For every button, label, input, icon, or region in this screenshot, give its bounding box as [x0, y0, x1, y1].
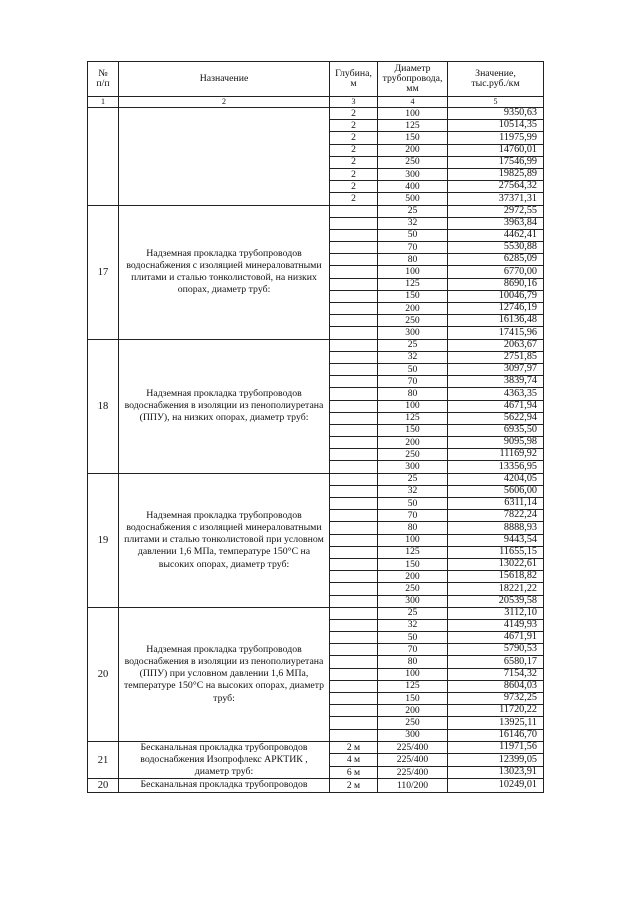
value-cell: 2751,85 — [448, 351, 544, 363]
depth-cell — [330, 315, 378, 327]
diameter-cell: 70 — [378, 510, 448, 522]
item-description: Надземная прокладка трубопроводов водоснабжения в изоляции из пенополиуретана (ППУ), на низких опорах, диаметр труб: — [119, 339, 330, 473]
diameter-cell: 300 — [378, 168, 448, 180]
value-cell: 5606,00 — [448, 485, 544, 497]
diameter-cell: 250 — [378, 156, 448, 168]
depth-cell — [330, 339, 378, 351]
diameter-cell: 300 — [378, 729, 448, 741]
diameter-cell: 200 — [378, 303, 448, 315]
diameter-cell: 25 — [378, 473, 448, 485]
value-cell: 3963,84 — [448, 217, 544, 229]
value-cell: 5530,88 — [448, 242, 544, 254]
depth-cell — [330, 327, 378, 339]
value-cell: 10514,35 — [448, 120, 544, 132]
depth-cell: 2 — [330, 120, 378, 132]
depth-cell — [330, 619, 378, 631]
value-cell: 7154,32 — [448, 668, 544, 680]
value-cell: 16136,48 — [448, 315, 544, 327]
diameter-cell: 125 — [378, 680, 448, 692]
diameter-cell: 100 — [378, 400, 448, 412]
diameter-cell: 250 — [378, 449, 448, 461]
diameter-cell: 70 — [378, 242, 448, 254]
price-table-body — [88, 62, 544, 793]
depth-cell — [330, 424, 378, 436]
item-description: Надземная прокладка трубопроводов водоснабжения с изоляцией минераловатными плитами и сталью тонколистовой, на низких опорах, диаметр труб: — [119, 205, 330, 339]
depth-cell — [330, 205, 378, 217]
depth-cell: 2 — [330, 168, 378, 180]
depth-cell — [330, 351, 378, 363]
depth-cell — [330, 717, 378, 729]
table-row — [88, 473, 544, 485]
value-cell: 7822,24 — [448, 510, 544, 522]
value-cell: 19825,89 — [448, 168, 544, 180]
depth-cell — [330, 229, 378, 241]
depth-cell — [330, 376, 378, 388]
depth-cell — [330, 217, 378, 229]
value-cell: 6285,09 — [448, 254, 544, 266]
diameter-cell: 150 — [378, 132, 448, 144]
table-row — [88, 779, 544, 792]
value-cell: 2063,67 — [448, 339, 544, 351]
value-cell: 11971,56 — [448, 741, 544, 754]
depth-cell — [330, 693, 378, 705]
value-cell: 37371,31 — [448, 193, 544, 205]
depth-cell — [330, 266, 378, 278]
depth-cell: 2 м — [330, 779, 378, 792]
item-description: Бесканальная прокладка трубопроводов — [119, 779, 330, 792]
value-cell: 6935,50 — [448, 424, 544, 436]
value-cell: 13356,95 — [448, 461, 544, 473]
diameter-cell: 80 — [378, 388, 448, 400]
depth-cell — [330, 290, 378, 302]
depth-cell — [330, 242, 378, 254]
value-cell: 2972,55 — [448, 205, 544, 217]
diameter-cell: 50 — [378, 498, 448, 510]
diameter-cell: 100 — [378, 534, 448, 546]
diameter-cell: 250 — [378, 315, 448, 327]
header-value: Значение, тыс.руб./км — [448, 62, 544, 97]
value-cell: 3112,10 — [448, 607, 544, 619]
value-cell: 14760,01 — [448, 144, 544, 156]
depth-cell — [330, 388, 378, 400]
depth-cell — [330, 485, 378, 497]
column-index: 5 — [448, 97, 544, 108]
header-row — [88, 62, 544, 97]
table-row — [88, 741, 544, 754]
depth-cell: 2 м — [330, 741, 378, 754]
diameter-cell: 50 — [378, 363, 448, 375]
value-cell: 17415,96 — [448, 327, 544, 339]
depth-cell — [330, 632, 378, 644]
column-index: 3 — [330, 97, 378, 108]
diameter-cell: 70 — [378, 644, 448, 656]
value-cell: 13022,61 — [448, 558, 544, 570]
depth-cell — [330, 473, 378, 485]
value-cell: 4671,94 — [448, 400, 544, 412]
diameter-cell: 32 — [378, 619, 448, 631]
diameter-cell: 150 — [378, 424, 448, 436]
value-cell: 9443,54 — [448, 534, 544, 546]
header-depth: Глубина, м — [330, 62, 378, 97]
diameter-cell: 50 — [378, 229, 448, 241]
column-index: 2 — [119, 97, 330, 108]
item-number: 17 — [88, 205, 119, 339]
diameter-cell: 125 — [378, 546, 448, 558]
diameter-cell: 150 — [378, 693, 448, 705]
depth-cell — [330, 680, 378, 692]
depth-cell — [330, 449, 378, 461]
value-cell: 13925,11 — [448, 717, 544, 729]
item-number: 19 — [88, 473, 119, 607]
diameter-cell: 200 — [378, 705, 448, 717]
value-cell: 4462,41 — [448, 229, 544, 241]
depth-cell — [330, 595, 378, 607]
value-cell: 3097,97 — [448, 363, 544, 375]
column-index: 1 — [88, 97, 119, 108]
diameter-cell: 150 — [378, 558, 448, 570]
depth-cell — [330, 729, 378, 741]
table-row — [88, 607, 544, 619]
diameter-cell: 300 — [378, 461, 448, 473]
value-cell: 15618,82 — [448, 571, 544, 583]
value-cell: 4149,93 — [448, 619, 544, 631]
diameter-cell: 250 — [378, 583, 448, 595]
diameter-cell: 125 — [378, 120, 448, 132]
depth-cell — [330, 278, 378, 290]
table-row — [88, 108, 544, 120]
value-cell: 18221,22 — [448, 583, 544, 595]
depth-cell — [330, 644, 378, 656]
value-cell: 8604,03 — [448, 680, 544, 692]
diameter-cell: 32 — [378, 485, 448, 497]
value-cell: 11655,15 — [448, 546, 544, 558]
diameter-cell: 225/400 — [378, 754, 448, 767]
depth-cell — [330, 534, 378, 546]
diameter-cell: 300 — [378, 595, 448, 607]
depth-cell — [330, 461, 378, 473]
item-number: 20 — [88, 607, 119, 741]
value-cell: 5622,94 — [448, 412, 544, 424]
depth-cell — [330, 510, 378, 522]
value-cell: 13023,91 — [448, 766, 544, 779]
value-cell: 9732,25 — [448, 693, 544, 705]
value-cell: 4204,05 — [448, 473, 544, 485]
diameter-cell: 125 — [378, 278, 448, 290]
diameter-cell: 250 — [378, 717, 448, 729]
depth-cell — [330, 668, 378, 680]
item-number: 18 — [88, 339, 119, 473]
depth-cell — [330, 363, 378, 375]
depth-cell: 2 — [330, 108, 378, 120]
depth-cell — [330, 558, 378, 570]
diameter-cell: 200 — [378, 144, 448, 156]
diameter-cell: 50 — [378, 632, 448, 644]
value-cell: 6580,17 — [448, 656, 544, 668]
header-name: Назначение — [119, 62, 330, 97]
value-cell: 8888,93 — [448, 522, 544, 534]
depth-cell: 2 — [330, 193, 378, 205]
depth-cell — [330, 303, 378, 315]
depth-cell — [330, 656, 378, 668]
value-cell: 11720,22 — [448, 705, 544, 717]
item-description: Надземная прокладка трубопроводов водоснабжения с изоляцией минераловатными плитами и сталью тонколистовой при условном давлении 1,6 МПа, температуре 150°С на высоких опорах, диаметр труб: — [119, 473, 330, 607]
value-cell: 9350,63 — [448, 108, 544, 120]
column-index: 4 — [378, 97, 448, 108]
diameter-cell: 32 — [378, 351, 448, 363]
depth-cell: 2 — [330, 181, 378, 193]
value-cell: 16146,70 — [448, 729, 544, 741]
depth-cell — [330, 498, 378, 510]
diameter-cell: 225/400 — [378, 741, 448, 754]
diameter-cell: 25 — [378, 339, 448, 351]
value-cell: 10249,01 — [448, 779, 544, 792]
diameter-cell: 225/400 — [378, 766, 448, 779]
depth-cell — [330, 254, 378, 266]
value-cell: 20539,58 — [448, 595, 544, 607]
column-index-row — [88, 97, 544, 108]
item-description: Бесканальная прокладка трубопроводов водоснабжения Изопрофлекс АРКТИК , диаметр труб: — [119, 741, 330, 779]
diameter-cell: 80 — [378, 254, 448, 266]
diameter-cell: 300 — [378, 327, 448, 339]
value-cell: 11975,99 — [448, 132, 544, 144]
value-cell: 9095,98 — [448, 437, 544, 449]
diameter-cell: 80 — [378, 656, 448, 668]
depth-cell — [330, 705, 378, 717]
header-num: № п/п — [88, 62, 119, 97]
item-description — [119, 108, 330, 206]
value-cell: 12746,19 — [448, 303, 544, 315]
item-description: Надземная прокладка трубопроводов водоснабжения в изоляции из пенополиуретана (ППУ) при условном давлении 1,6 МПа, температуре 150°С на высоких опорах, диаметр труб: — [119, 607, 330, 741]
value-cell: 4671,91 — [448, 632, 544, 644]
diameter-cell: 125 — [378, 412, 448, 424]
value-cell: 4363,35 — [448, 388, 544, 400]
depth-cell — [330, 546, 378, 558]
table-row — [88, 339, 544, 351]
depth-cell: 6 м — [330, 766, 378, 779]
depth-cell — [330, 400, 378, 412]
value-cell: 17546,99 — [448, 156, 544, 168]
diameter-cell: 500 — [378, 193, 448, 205]
diameter-cell: 100 — [378, 108, 448, 120]
price-table — [87, 61, 544, 793]
item-number: 20 — [88, 779, 119, 792]
depth-cell: 2 — [330, 132, 378, 144]
value-cell: 6311,14 — [448, 498, 544, 510]
value-cell: 6770,00 — [448, 266, 544, 278]
diameter-cell: 110/200 — [378, 779, 448, 792]
depth-cell — [330, 412, 378, 424]
diameter-cell: 25 — [378, 607, 448, 619]
value-cell: 11169,92 — [448, 449, 544, 461]
depth-cell: 2 — [330, 156, 378, 168]
diameter-cell: 25 — [378, 205, 448, 217]
depth-cell — [330, 571, 378, 583]
depth-cell — [330, 583, 378, 595]
depth-cell — [330, 607, 378, 619]
diameter-cell: 400 — [378, 181, 448, 193]
diameter-cell: 100 — [378, 668, 448, 680]
item-number: 21 — [88, 741, 119, 779]
table-row — [88, 205, 544, 217]
item-number — [88, 108, 119, 206]
diameter-cell: 70 — [378, 376, 448, 388]
value-cell: 27564,32 — [448, 181, 544, 193]
diameter-cell: 200 — [378, 437, 448, 449]
diameter-cell: 150 — [378, 290, 448, 302]
value-cell: 8690,16 — [448, 278, 544, 290]
header-diameter: Диаметр трубопровода, мм — [378, 62, 448, 97]
depth-cell: 2 — [330, 144, 378, 156]
value-cell: 3839,74 — [448, 376, 544, 388]
diameter-cell: 32 — [378, 217, 448, 229]
diameter-cell: 80 — [378, 522, 448, 534]
value-cell: 10046,79 — [448, 290, 544, 302]
depth-cell: 4 м — [330, 754, 378, 767]
diameter-cell: 100 — [378, 266, 448, 278]
depth-cell — [330, 437, 378, 449]
depth-cell — [330, 522, 378, 534]
diameter-cell: 200 — [378, 571, 448, 583]
value-cell: 12399,05 — [448, 754, 544, 767]
value-cell: 5790,53 — [448, 644, 544, 656]
